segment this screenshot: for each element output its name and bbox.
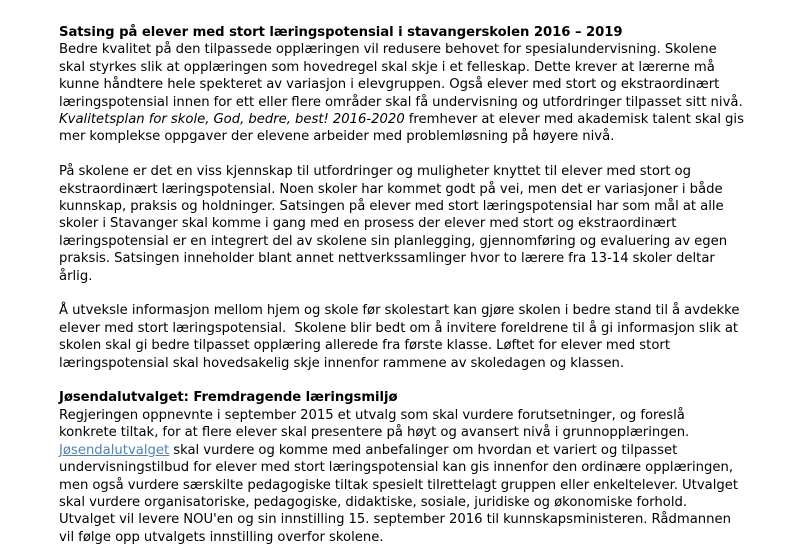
paragraph-satsing-2	[59, 163, 745, 285]
paragraph-spacer	[59, 285, 745, 302]
section-heading-satsing: Satsing på elever med stort læringspotensial i stavangerskolen 2016 – 2019	[59, 25, 623, 40]
paragraph-text-run: Regjeringen oppnevnte i september 2015 et utvalg som skal vurdere forutsetninger, og foreslå konkrete tiltak, for at flere elever skal presentere på høyt og avansert nivå i grunnopplæringen.	[59, 407, 694, 441]
paragraph-josendalutvalget-1	[59, 407, 745, 546]
paragraph-satsing-3	[59, 302, 745, 372]
paragraph-spacer	[59, 146, 745, 163]
paragraph-satsing-1	[59, 41, 749, 145]
paragraph-text-run: Bedre kvalitet på den tilpassede opplæringen vil redusere behovet for spesialundervisning. Skolene skal styrkes slik at opplæringen som hovedregel skal skje i et felleskap. Dette krever at lærerne må kunne håndtere hele spekteret av variasjon i elevgruppen. Også elever med stort og ekstraordinært læringspotensial innen for ett eller flere områder skal få undervisning og utfordringer tilpasset sitt nivå.	[59, 42, 747, 110]
section-spacer	[59, 372, 745, 389]
paragraph-text-run: På skolene er det en viss kjennskap til utfordringer og muligheter knyttet til elever med stort og ekstraordinært læringspotensial. Noen skoler har kommet godt på vei, men det er variasjoner i både kunnskap, praksis og holdninger. Satsingen på elever med stort læringspotensial har som mål at alle skoler i Stavanger skal komme i gang med en prosess der elever med stort og ekstraordinært læringspotensial er en integrert del av skolene sin planlegging, gjennomføring og evaluering av egen praksis. Satsingen inneholder blant annet nettverkssamlinger hvor to lærere fra 13-14 skoler deltar årlig.	[59, 164, 732, 284]
italic-plan-title: Kvalitetsplan for skole, God, bedre, best! 2016-2020	[59, 112, 405, 128]
paragraph-text-run: skal vurdere og komme med anbefalinger om hvordan et variert og tilpasset undervisningstilbud for elever med stort læringspotensial kan gis innenfor den ordinære opplæringen, men også vurdere særskilte pedagogiske tiltak spesielt tilrettelagt gruppen eller enkeltelever. Utvalget skal vurdere organisatoriske, pedagogiske, didaktiske, sosiale, juridiske og økonomiske forhold. Utvalget vil levere NOU'en og sin innstilling 15. september 2016 til kunnskapsministeren. Rådmannen vil følge opp utvalgets innstilling overfor skolene.	[59, 442, 743, 545]
paragraph-text-run: fremhever at elever med akademisk talent skal gis mer komplekse oppgaver der elevene arbeider med problemløsning på høyere nivå.	[59, 112, 749, 145]
josendalutvalget-link[interactable]: Jøsendalutvalget	[59, 442, 170, 458]
paragraph-text-run: Å utveksle informasjon mellom hjem og skole før skolestart kan gjøre skolen i bedre stand til å avdekke elever med stort læringspotensial. Skolene blir bedt om å invitere foreldrene til å gi informasjon slik at skolen skal gi bedre tilpasset opplæring allerede fra første klasse. Løftet for elever med stort læringspotensial skal hovedsakelig skje innenfor rammene av skoledagen og klassen.	[59, 303, 744, 371]
section-heading-josendalutvalget: Jøsendalutvalget: Fremdragende læringsmiljø	[59, 390, 398, 406]
